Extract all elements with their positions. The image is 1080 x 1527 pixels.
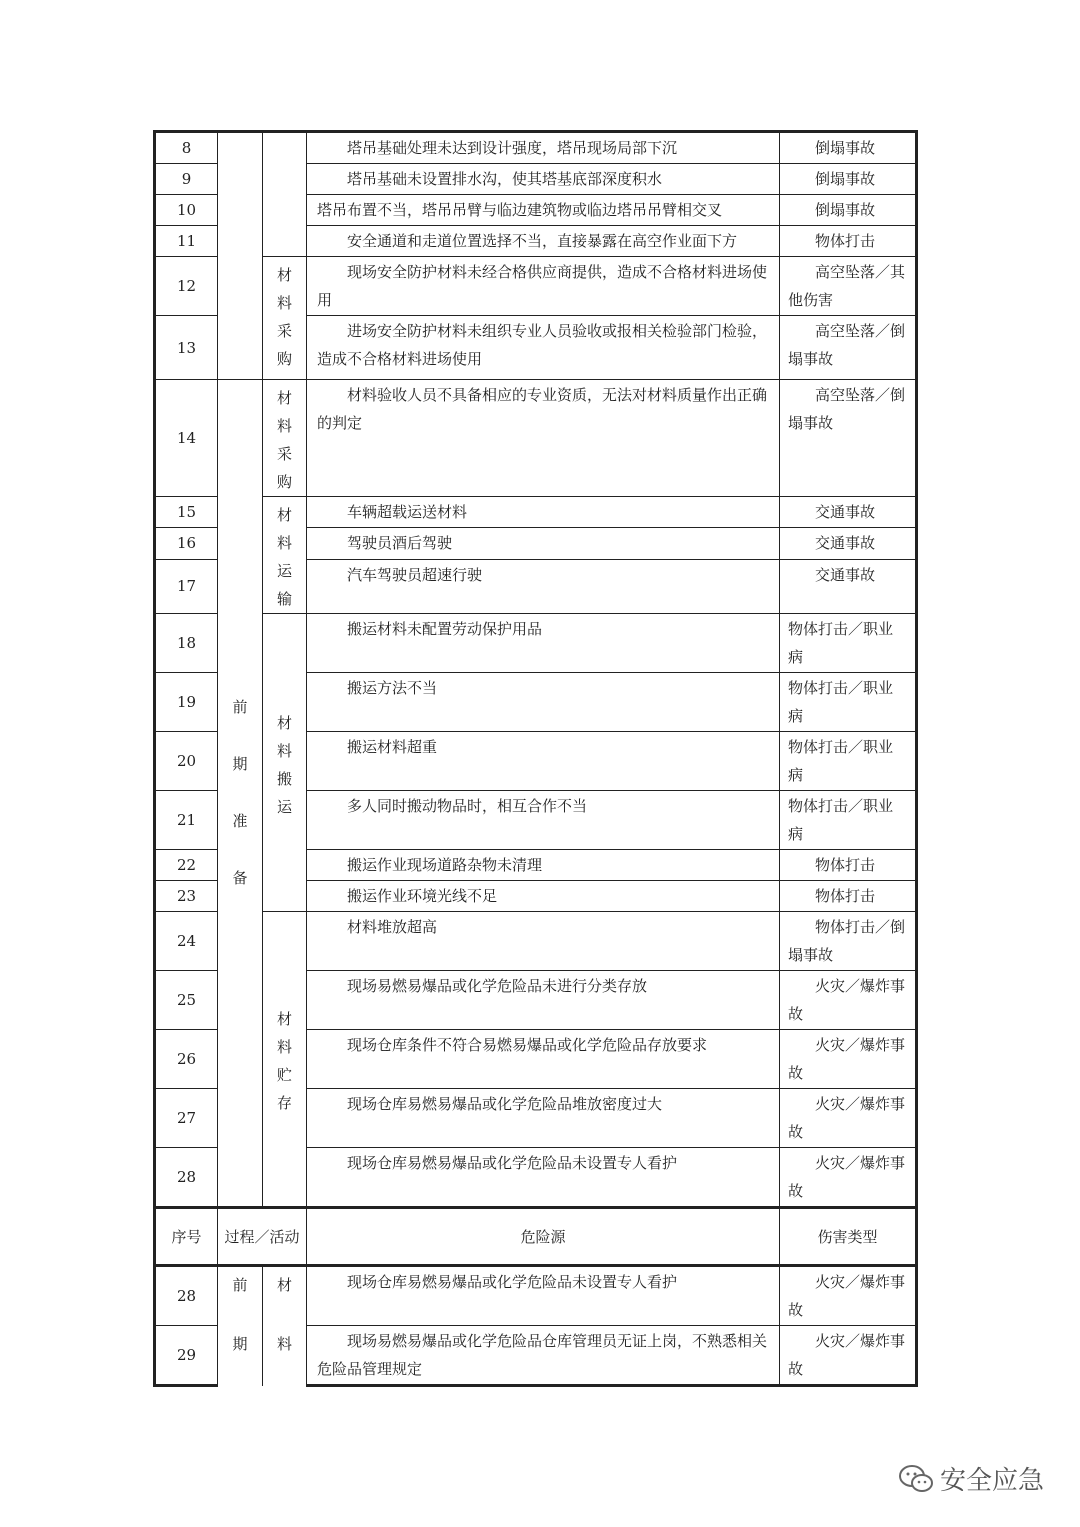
harm-type-cell: 物体打击／职业病	[780, 673, 917, 732]
hazard-cell: 搬运方法不当	[307, 673, 780, 732]
hazard-cell: 塔吊基础未设置排水沟，使其塔基底部深度积水	[307, 164, 780, 195]
row-number: 11	[155, 226, 218, 257]
harm-type-cell: 高空坠落／倒塌事故	[780, 316, 917, 380]
hazard-cell: 进场安全防护材料未组织专业人员验收或报相关检验部门检验，造成不合格材料进场使用	[307, 316, 780, 380]
harm-type-cell: 物体打击／职业病	[780, 732, 917, 791]
harm-type-cell: 倒塌事故	[780, 132, 917, 164]
subcategory-label: 材料采购	[276, 266, 292, 368]
subcategory-cell-empty	[263, 132, 307, 257]
header-hazard: 危险源	[307, 1208, 780, 1266]
subcategory-label: 材料采购	[276, 389, 292, 491]
row-number: 27	[155, 1089, 218, 1148]
harm-type-cell: 火灾／爆炸事故	[780, 971, 917, 1030]
hazard-cell: 现场仓库易燃易爆品或化学危险品堆放密度过大	[307, 1089, 780, 1148]
header-number: 序号	[155, 1208, 218, 1266]
row-number: 12	[155, 257, 218, 316]
row-number: 16	[155, 528, 218, 559]
row-number: 26	[155, 1030, 218, 1089]
harm-type-cell: 高空坠落／倒塌事故	[780, 380, 917, 497]
row-number: 28	[155, 1148, 218, 1208]
hazard-cell: 汽车驾驶员超速行驶	[307, 559, 780, 613]
subcategory-label: 材料贮存	[276, 1010, 292, 1112]
header-process: 过程／活动	[218, 1208, 307, 1266]
harm-type-cell: 物体打击	[780, 881, 917, 912]
hazard-cell: 车辆超载运送材料	[307, 497, 780, 528]
category-label: 前期准备	[232, 698, 248, 887]
hazard-cell: 现场易燃易爆品或化学危险品仓库管理员无证上岗，不熟悉相关危险品管理规定	[307, 1326, 780, 1386]
hazard-table	[153, 130, 918, 1387]
table-row	[155, 1326, 917, 1386]
harm-type-cell: 交通事故	[780, 559, 917, 613]
subcategory-cell: 料	[263, 1326, 307, 1386]
table-row	[155, 497, 917, 528]
hazard-cell: 现场仓库易燃易爆品或化学危险品未设置专人看护	[307, 1266, 780, 1326]
hazard-cell: 驾驶员酒后驾驶	[307, 528, 780, 559]
table-header-row	[155, 1208, 917, 1266]
row-number: 8	[155, 132, 218, 164]
hazard-cell: 搬运作业环境光线不足	[307, 881, 780, 912]
row-number: 28	[155, 1266, 218, 1326]
row-number: 14	[155, 380, 218, 497]
subcategory-label: 材料搬运	[276, 713, 292, 816]
harm-type-cell: 火灾／爆炸事故	[780, 1148, 917, 1208]
harm-type-cell: 物体打击／职业病	[780, 791, 917, 850]
category-cell	[218, 380, 263, 1208]
hazard-cell: 现场易燃易爆品或化学危险品未进行分类存放	[307, 971, 780, 1030]
subcategory-cell	[263, 380, 307, 497]
table-row	[155, 912, 917, 971]
hazard-cell: 搬运材料超重	[307, 732, 780, 791]
watermark	[898, 1460, 1044, 1497]
row-number: 19	[155, 673, 218, 732]
harm-type-cell: 火灾／爆炸事故	[780, 1266, 917, 1326]
hazard-cell: 安全通道和走道位置选择不当，直接暴露在高空作业面下方	[307, 226, 780, 257]
harm-type-cell: 高空坠落／其他伤害	[780, 257, 917, 316]
row-number: 15	[155, 497, 218, 528]
row-number: 21	[155, 791, 218, 850]
hazard-cell: 材料验收人员不具备相应的专业资质，无法对材料质量作出正确的判定	[307, 380, 780, 497]
hazard-cell: 现场安全防护材料未经合格供应商提供，造成不合格材料进场使用	[307, 257, 780, 316]
hazard-cell: 塔吊布置不当，塔吊吊臂与临边建筑物或临边塔吊吊臂相交叉	[307, 195, 780, 226]
hazard-cell: 塔吊基础处理未达到设计强度，塔吊现场局部下沉	[307, 132, 780, 164]
subcategory-cell	[263, 912, 307, 1208]
table-row	[155, 614, 917, 673]
subcategory-cell: 材	[263, 1266, 307, 1326]
subcategory-cell	[263, 614, 307, 912]
row-number: 23	[155, 881, 218, 912]
hazard-cell: 材料堆放超高	[307, 912, 780, 971]
row-number: 22	[155, 850, 218, 881]
row-number: 10	[155, 195, 218, 226]
harm-type-cell: 交通事故	[780, 528, 917, 559]
hazard-cell: 搬运材料未配置劳动保护用品	[307, 614, 780, 673]
subcategory-cell	[263, 497, 307, 614]
row-number: 20	[155, 732, 218, 791]
hazard-cell: 现场仓库易燃易爆品或化学危险品未设置专人看护	[307, 1148, 780, 1208]
subcategory-cell	[263, 257, 307, 380]
hazard-cell: 多人同时搬动物品时，相互合作不当	[307, 791, 780, 850]
harm-type-cell: 火灾／爆炸事故	[780, 1326, 917, 1386]
hazard-cell: 现场仓库条件不符合易燃易爆品或化学危险品存放要求	[307, 1030, 780, 1089]
category-cell-empty	[218, 132, 263, 380]
row-number: 18	[155, 614, 218, 673]
table-row	[155, 1266, 917, 1326]
row-number: 29	[155, 1326, 218, 1386]
harm-type-cell: 交通事故	[780, 497, 917, 528]
row-number: 24	[155, 912, 218, 971]
harm-type-cell: 倒塌事故	[780, 195, 917, 226]
subcategory-label: 材料运输	[276, 506, 292, 608]
table-row	[155, 257, 917, 316]
row-number: 13	[155, 316, 218, 380]
hazard-cell: 搬运作业现场道路杂物未清理	[307, 850, 780, 881]
header-harm-type: 伤害类型	[780, 1208, 917, 1266]
harm-type-cell: 倒塌事故	[780, 164, 917, 195]
harm-type-cell: 物体打击	[780, 850, 917, 881]
harm-type-cell: 物体打击／职业病	[780, 614, 917, 673]
category-cell: 前	[218, 1266, 263, 1326]
row-number: 9	[155, 164, 218, 195]
category-cell: 期	[218, 1326, 263, 1386]
table-row	[155, 132, 917, 164]
watermark-text: 安全应急	[939, 1466, 1044, 1496]
row-number: 17	[155, 559, 218, 613]
harm-type-cell: 物体打击	[780, 226, 917, 257]
harm-type-cell: 火灾／爆炸事故	[780, 1030, 917, 1089]
table-row	[155, 380, 917, 497]
harm-type-cell: 物体打击／倒塌事故	[780, 912, 917, 971]
harm-type-cell: 火灾／爆炸事故	[780, 1089, 917, 1148]
row-number: 25	[155, 971, 218, 1030]
wechat-icon	[898, 1463, 934, 1495]
